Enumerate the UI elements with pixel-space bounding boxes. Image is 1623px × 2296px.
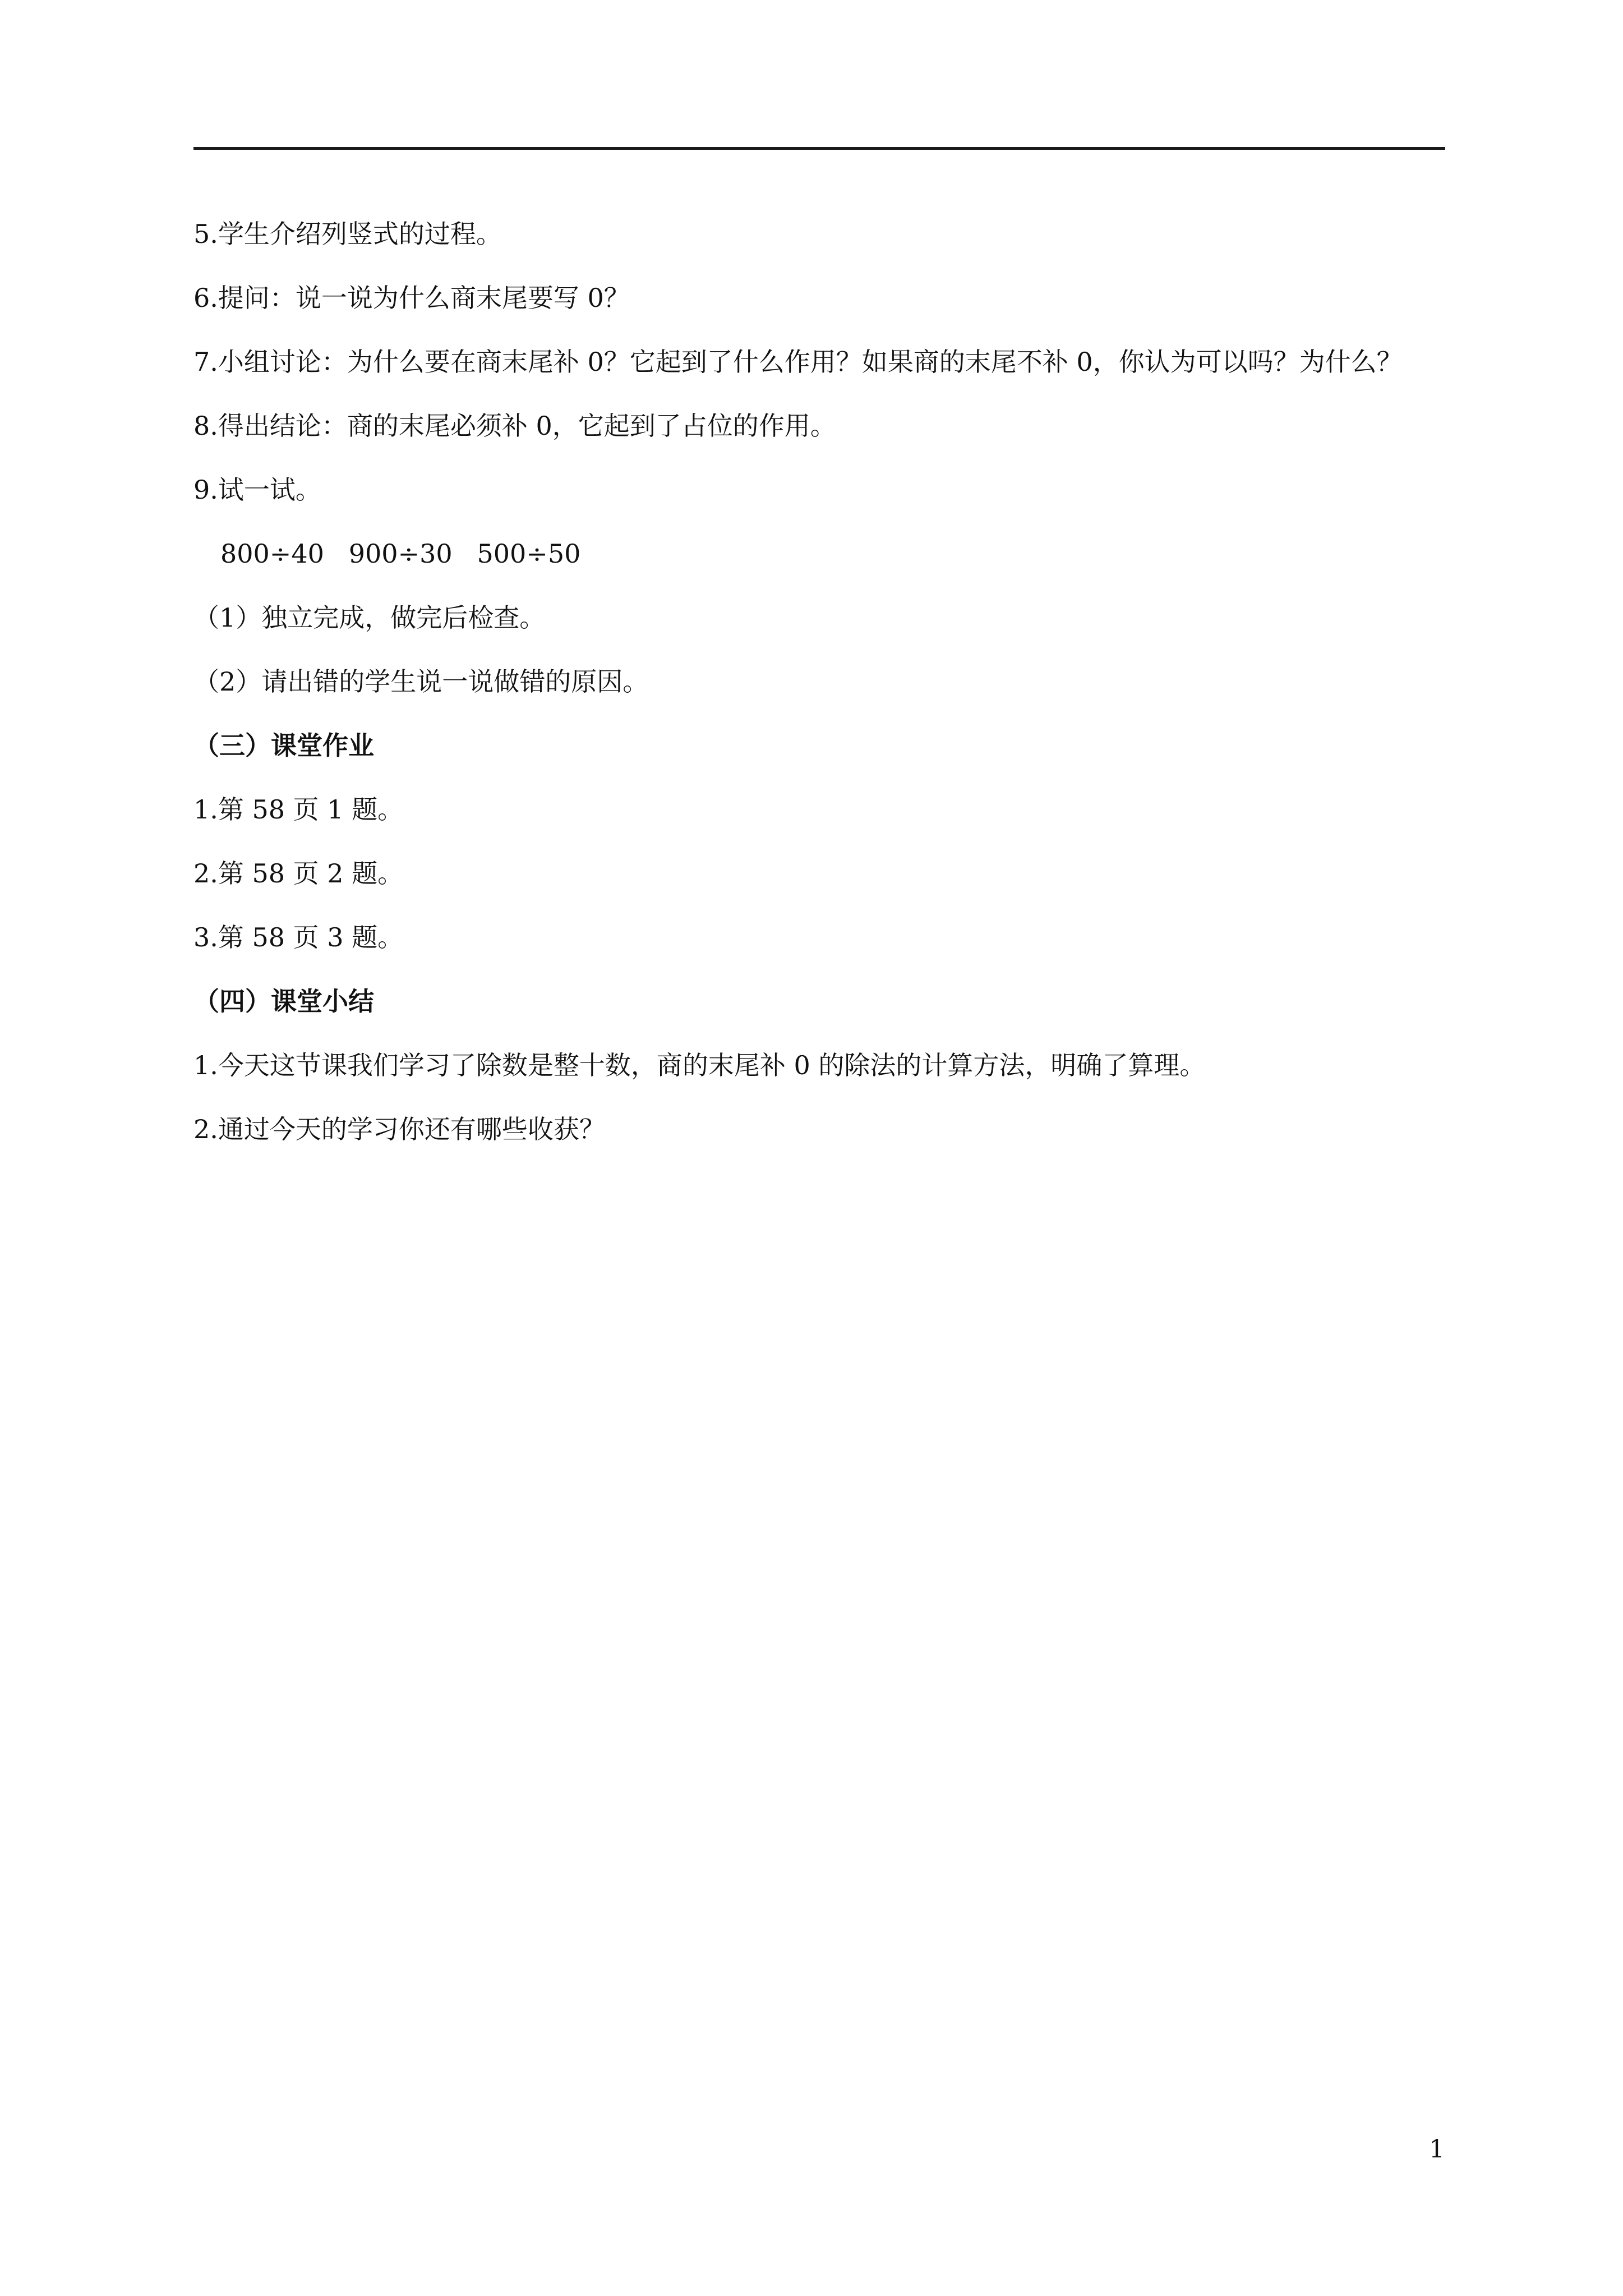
paragraph: 7.小组讨论：为什么要在商末尾补 0？它起到了什么作用？如果商的末尾不补 0，你认为可以吗？为什么？ — [193, 347, 1403, 377]
summary-item: 1.今天这节课我们学习了除数是整十数，商的末尾补 0 的除法的计算方法，明确了算理。 — [193, 1050, 1206, 1080]
paragraph: （2）请出错的学生说一说做错的原因。 — [193, 666, 649, 697]
header-rule — [193, 147, 1445, 150]
section-heading-homework: （三）课堂作业 — [193, 730, 374, 761]
paragraph: 5.学生介绍列竖式的过程。 — [193, 219, 502, 249]
paragraph: 9.试一试。 — [193, 475, 321, 505]
document-body — [193, 202, 1445, 1161]
summary-item: 2.通过今天的学习你还有哪些收获？ — [193, 1114, 605, 1144]
paragraph: 6.提问：说一说为什么商末尾要写 0？ — [193, 283, 630, 313]
homework-item: 3.第 58 页 3 题。 — [193, 922, 404, 953]
section-heading-summary: （四）课堂小结 — [193, 986, 374, 1016]
practice-expressions: 800÷40 900÷30 500÷50 — [220, 539, 581, 569]
paragraph: 8.得出结论：商的末尾必须补 0，它起到了占位的作用。 — [193, 411, 836, 441]
page-number: 1 — [1429, 2135, 1445, 2164]
homework-item: 1.第 58 页 1 题。 — [193, 794, 404, 825]
paragraph: （1）独立完成，做完后检查。 — [193, 602, 546, 633]
homework-item: 2.第 58 页 2 题。 — [193, 858, 404, 889]
